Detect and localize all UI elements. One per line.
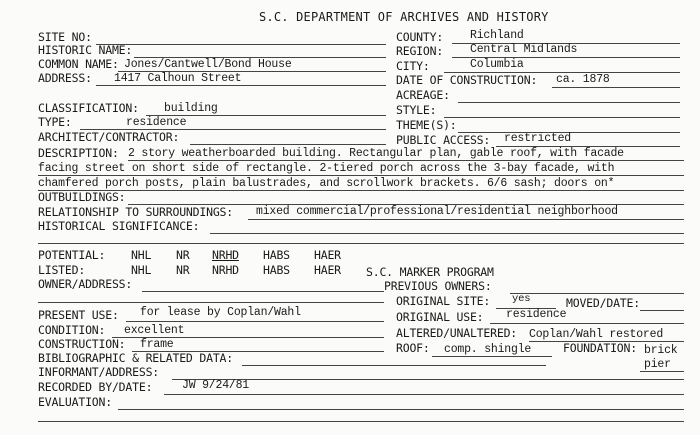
roof-line <box>432 356 552 357</box>
listed-label: LISTED: <box>38 263 86 277</box>
significance-line-2 <box>38 243 684 244</box>
date-construction-value: ca. 1878 <box>556 73 610 86</box>
moved-date-line <box>640 310 684 311</box>
recorded-line <box>164 394 684 395</box>
style-label: STYLE: <box>396 103 437 117</box>
listed-habs: HABS <box>263 263 290 277</box>
address-line <box>96 85 386 86</box>
previous-owners-label: PREVIOUS OWNERS: <box>384 279 492 293</box>
present-use-label: PRESENT USE: <box>38 308 119 322</box>
county-label: COUNTY: <box>396 30 444 44</box>
foundation-value: brick <box>644 344 678 357</box>
potential-nrhd: NRHD <box>212 248 239 262</box>
evaluation-line-2 <box>38 421 684 422</box>
construction-value: frame <box>140 338 174 351</box>
acreage-line <box>458 102 680 103</box>
potential-label: POTENTIAL: <box>38 248 106 262</box>
address-value: 1417 Calhoun Street <box>114 72 242 85</box>
architect-label: ARCHITECT/CONTRACTOR: <box>38 130 180 144</box>
listed-haer: HAER <box>314 263 341 277</box>
condition-value: excellent <box>124 324 185 337</box>
evaluation-label: EVALUATION: <box>38 395 112 409</box>
foundation-line <box>640 371 684 372</box>
description-line-3: chamfered porch posts, plain balustrades, and scrollwork brackets. 6/6 sash; doors on* <box>38 177 615 190</box>
original-use-label: ORIGINAL USE: <box>396 310 484 324</box>
recorded-label: RECORDED BY/DATE: <box>38 380 153 394</box>
original-use-value: residence <box>506 308 567 321</box>
roof-value: comp. shingle <box>444 343 532 356</box>
altered-label: ALTERED/UNALTERED: <box>396 326 518 340</box>
city-label: CITY: <box>396 59 430 73</box>
description-rule-3 <box>38 190 684 191</box>
listed-nrhd: NRHD <box>212 263 239 277</box>
public-access-label: PUBLIC ACCESS: <box>396 133 491 147</box>
description-rule-2 <box>38 175 684 176</box>
listed-nr: NR <box>176 263 190 277</box>
significance-label: HISTORICAL SIGNIFICANCE: <box>38 219 200 233</box>
acreage-label: ACREAGE: <box>396 88 450 102</box>
historic-name-label: HISTORIC NAME: <box>38 43 133 57</box>
city-value: Columbia <box>470 58 524 71</box>
theme-label: THEME(S): <box>396 118 457 132</box>
region-value: Central Midlands <box>470 43 578 56</box>
evaluation-line <box>118 409 684 410</box>
foundation-value-2: pier <box>644 358 671 371</box>
previous-owners-line <box>510 293 684 294</box>
description-label: DESCRIPTION: <box>38 146 119 160</box>
bibliographic-line <box>242 365 546 366</box>
common-name-value: Jones/Cantwell/Bond House <box>124 58 292 71</box>
owner-label: OWNER/ADDRESS: <box>38 277 133 291</box>
outbuildings-label: OUTBUILDINGS: <box>38 190 126 204</box>
type-label: TYPE: <box>38 115 72 129</box>
relationship-value: mixed commercial/professional/residential neighborhood <box>256 205 618 218</box>
county-value: Richland <box>470 29 524 42</box>
foundation-label: FOUNDATION: <box>563 341 637 355</box>
owner-line <box>142 291 384 292</box>
common-name-label: COMMON NAME: <box>38 57 119 71</box>
date-construction-line <box>552 87 680 88</box>
bibliographic-label: BIBLIOGRAPHIC & RELATED DATA: <box>38 351 233 365</box>
architect-line <box>190 144 386 145</box>
informant-label: INFORMANT/ADDRESS: <box>38 365 160 379</box>
original-site-label: ORIGINAL SITE: <box>396 294 491 308</box>
moved-date-label: MOVED/DATE: <box>566 296 640 310</box>
roof-label: ROOF: <box>396 341 430 355</box>
potential-habs: HABS <box>263 248 290 262</box>
potential-nhl: NHL <box>131 248 152 262</box>
form-title: S.C. DEPARTMENT OF ARCHIVES AND HISTORY <box>259 10 549 24</box>
public-access-value: restricted <box>504 132 572 145</box>
description-rule-1 <box>128 160 684 161</box>
significance-line <box>210 233 684 234</box>
recorded-value: JW 9/24/81 <box>182 379 250 392</box>
description-line-1: 2 story weatherboarded building. Rectangular plan, gable roof, with facade <box>128 147 624 160</box>
site-no-line <box>96 44 386 45</box>
potential-haer: HAER <box>314 248 341 262</box>
altered-value: Coplan/Wahl restored <box>529 328 664 341</box>
classification-label: CLASSIFICATION: <box>38 101 139 115</box>
listed-nhl: NHL <box>131 263 152 277</box>
region-label: REGION: <box>396 44 444 58</box>
description-line-2: facing street on short side of rectangle. 2-tiered porch across the 3-bay facade, with <box>38 162 615 175</box>
site-no-label: SITE NO: <box>38 30 92 44</box>
construction-label: CONSTRUCTION: <box>38 337 126 351</box>
potential-nr: NR <box>176 248 190 262</box>
relationship-line <box>248 219 684 220</box>
original-site-value: yes <box>512 293 531 305</box>
style-line <box>444 117 680 118</box>
present-use-value: for lease by Coplan/Wahl <box>140 306 301 319</box>
original-use-line <box>490 323 684 324</box>
address-label: ADDRESS: <box>38 71 92 85</box>
type-value: residence <box>126 116 187 129</box>
classification-value: building <box>164 102 218 115</box>
owner-line-2 <box>38 302 384 303</box>
relationship-label: RELATIONSHIP TO SURROUNDINGS: <box>38 205 233 219</box>
condition-label: CONDITION: <box>38 323 106 337</box>
marker-program: S.C. MARKER PROGRAM <box>366 265 494 279</box>
date-construction-label: DATE OF CONSTRUCTION: <box>396 73 538 87</box>
present-use-line <box>126 321 384 322</box>
